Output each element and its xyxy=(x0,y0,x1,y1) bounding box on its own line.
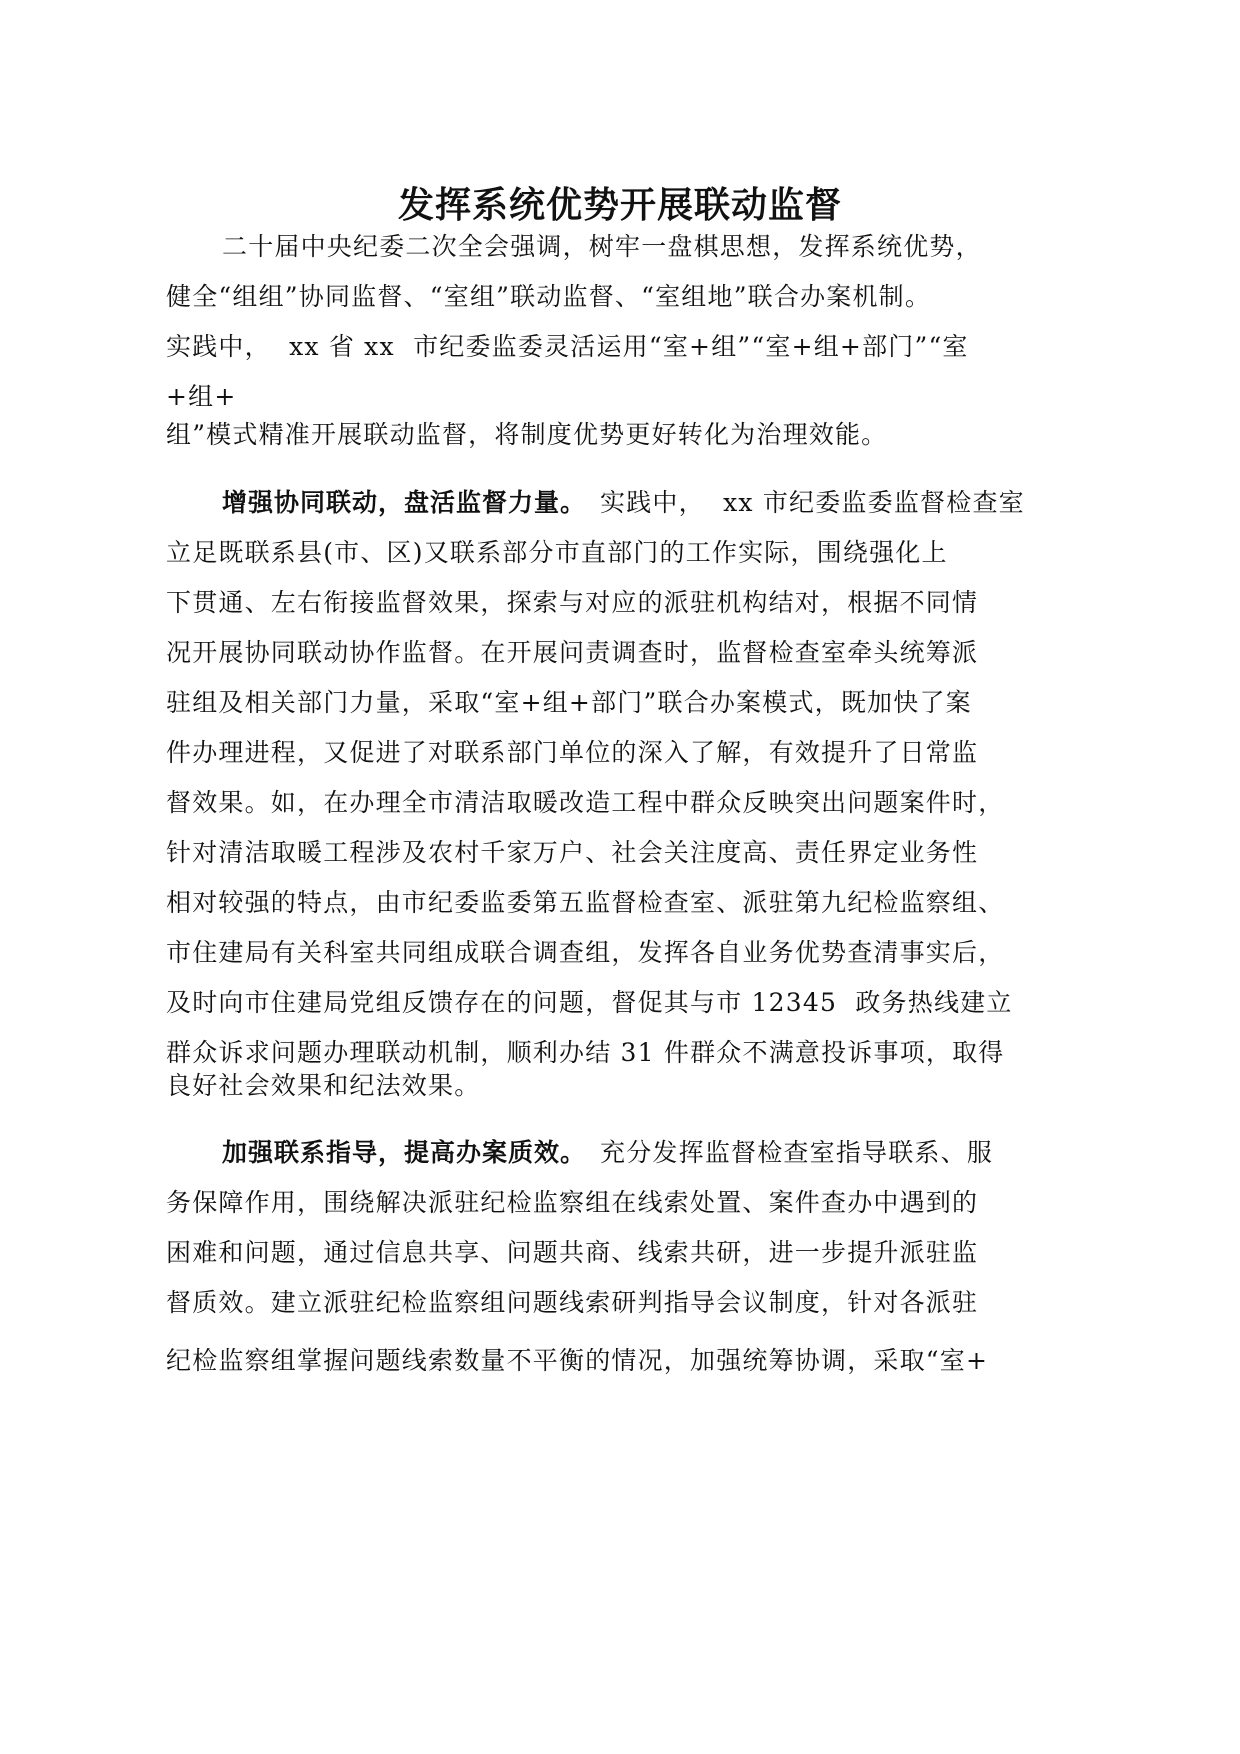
text-line: 督效果。如，在办理全市清洁取暖改造工程中群众反映突出问题案件时， xyxy=(166,788,1005,817)
document-title: 发挥系统优势开展联动监督 xyxy=(397,185,842,227)
intro-paragraph xyxy=(166,222,1086,422)
text-line: 件办理进程，又促进了对联系部门单位的深入了解，有效提升了日常监 xyxy=(166,738,979,767)
section-lead: 加强联系指导，提高办案质效。 xyxy=(222,1138,587,1167)
text-line: 况开展协同联动协作监督。在开展问责调查时，监督检查室牵头统筹派 xyxy=(166,638,979,667)
text-run: 充分发挥监督检查室指导联系、服 xyxy=(600,1138,994,1167)
section-lead: 增强协同联动，盘活监督力量。 xyxy=(222,488,587,517)
text-line: 良好社会效果和纪法效果。 xyxy=(166,1071,481,1100)
text-line: 二十届中央纪委二次全会强调，树牢一盘棋思想，发挥系统优势， xyxy=(222,232,982,261)
text-line: 下贯通、左右衔接监督效果，探索与对应的派驻机构结对，根据不同情 xyxy=(166,588,979,617)
text-line xyxy=(166,478,1086,528)
text-run: 实践中， xx 市纪委监委监督检查室 xyxy=(600,488,1025,517)
intro-paragraph-continued xyxy=(166,410,1086,460)
text-line: 驻组及相关部门力量，采取“室+组+部门”联合办案模式，既加快了案 xyxy=(166,688,972,717)
text-line: 市住建局有关科室共同组成联合调查组，发挥各自业务优势查清事实后， xyxy=(166,938,1005,967)
section-paragraph-1-continued xyxy=(166,1061,1086,1111)
text-line: 及时向市住建局党组反馈存在的问题，督促其与市 12345 政务热线建立 xyxy=(166,988,1013,1017)
section-paragraph-2 xyxy=(166,1128,1086,1328)
text-line: 督质效。建立派驻纪检监察组问题线索研判指导会议制度，针对各派驻 xyxy=(166,1288,979,1317)
text-line: 纪检监察组掌握问题线索数量不平衡的情况，加强统筹协调，采取“室+ xyxy=(166,1346,989,1375)
text-line: 困难和问题，通过信息共享、问题共商、线索共研，进一步提升派驻监 xyxy=(166,1238,979,1267)
text-line: 实践中， xx 省 xx 市纪委监委灵活运用“室+组”“室+组+部门”“室 xyxy=(166,332,969,361)
section-paragraph-2-continued xyxy=(166,1336,1086,1386)
text-line: 务保障作用，围绕解决派驻纪检监察组在线索处置、案件查办中遇到的 xyxy=(166,1188,979,1217)
text-line: 群众诉求问题办理联动机制，顺利办结 31 件群众不满意投诉事项，取得 xyxy=(166,1038,1005,1067)
text-line: 组”模式精准开展联动监督，将制度优势更好转化为治理效能。 xyxy=(166,420,888,449)
text-line xyxy=(166,1128,1086,1178)
section-paragraph-1 xyxy=(166,478,1086,1078)
text-line: 针对清洁取暖工程涉及农村千家万户、社会关注度高、责任界定业务性 xyxy=(166,838,979,867)
text-line: 健全“组组”协同监督、“室组”联动监督、“室组地”联合办案机制。 xyxy=(166,282,932,311)
text-line: 立足既联系县(市、区)又联系部分市直部门的工作实际，围绕强化上 xyxy=(166,538,948,567)
text-line: 相对较强的特点，由市纪委监委第五监督检查室、派驻第九纪检监察组、 xyxy=(166,888,1005,917)
text-line: +组+ xyxy=(166,382,237,411)
